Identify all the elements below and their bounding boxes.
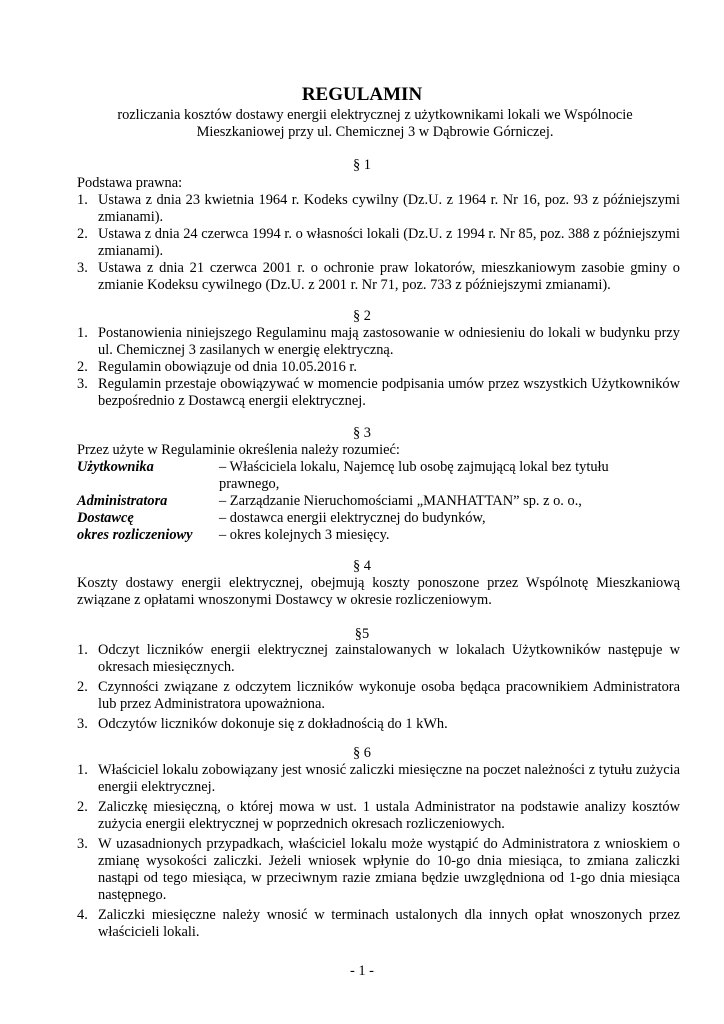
list-item-number: 3. xyxy=(77,716,88,732)
list-item-text: Ustawa z dnia 23 kwietnia 1964 r. Kodeks cywilny (Dz.U. z 1964 r. Nr 16, poz. 93 z późniejszymi zmianami). xyxy=(98,192,680,225)
section-6-heading: § 6 xyxy=(353,745,371,761)
subtitle-line-2: Mieszkaniowej przy ul. Chemicznej 3 w Dąbrowie Górniczej. xyxy=(196,124,554,140)
list-item-number: 1. xyxy=(77,325,88,341)
document-subtitle xyxy=(90,107,660,141)
list-item xyxy=(77,226,680,260)
list-item xyxy=(77,325,680,359)
list-item-text: Regulamin przestaje obowiązywać w momencie podpisania umów przez wszystkich Użytkowników bezpośrednio z Dostawcą energii elektrycznej. xyxy=(98,376,680,409)
list-item-number: 2. xyxy=(77,226,88,242)
list-item xyxy=(77,192,680,226)
list-item xyxy=(77,642,680,676)
list-item xyxy=(77,260,680,294)
definition-description: – dostawca energii elektrycznej do budynków, xyxy=(219,510,486,526)
section-5-heading: §5 xyxy=(354,626,370,642)
list-item-text: Odczytów liczników dokonuje się z dokładnością do 1 kWh. xyxy=(98,716,448,732)
definition-description: – Zarządzanie Nieruchomościami „MANHATTAN” sp. z o. o., xyxy=(219,493,582,509)
list-item xyxy=(77,376,680,410)
list-item-text: W uzasadnionych przypadkach, właściciel lokalu może wystąpić do Administratora z wnioskiem o zmianę wysokości zaliczki. Jeżeli wniosek wpłynie do 10-go dnia miesiąca, to zmiana zaliczki nastąpi od tego miesiąca, w przeciwnym razie zmiana będzie uwzględniona od 1-go dnia miesiąca następnego. xyxy=(98,836,680,903)
section-1-list xyxy=(77,192,680,294)
definitions-list xyxy=(77,459,680,544)
definition-term: Administratora xyxy=(77,493,168,509)
list-item xyxy=(77,359,680,376)
definition-term: okres rozliczeniowy xyxy=(77,527,193,543)
list-item-text: Właściciel lokalu zobowiązany jest wnosić zaliczki miesięczne na poczet należności z tytułu zużycia energii elektrycznej. xyxy=(98,762,680,795)
definition-description: – Właściciela lokalu, Najemcę lub osobę zajmującą lokal bez tytułu prawnego, xyxy=(219,459,609,492)
list-item-number: 1. xyxy=(77,192,88,208)
list-item-text: Zaliczkę miesięczną, o której mowa w ust. 1 ustala Administrator na podstawie analizy kosztów zużycia energii elektrycznej w poprzednich okresach rozliczeniowych. xyxy=(98,799,680,832)
page-number: - 1 - xyxy=(350,963,374,979)
list-item-number: 1. xyxy=(77,762,88,778)
section-4-heading: § 4 xyxy=(353,558,371,574)
section-2-list xyxy=(77,325,680,410)
list-item xyxy=(77,836,680,904)
list-item-number: 3. xyxy=(77,260,88,276)
list-item-number: 3. xyxy=(77,836,88,852)
definition-term: Dostawcę xyxy=(77,510,134,526)
list-item-text: Regulamin obowiązuje od dnia 10.05.2016 r. xyxy=(98,359,357,375)
section-5-list xyxy=(77,642,680,736)
definition-row xyxy=(77,459,680,493)
section-6-list xyxy=(77,762,680,944)
section-1-intro: Podstawa prawna: xyxy=(77,175,183,191)
definition-term: Użytkownika xyxy=(77,459,154,475)
list-item-text: Postanowienia niniejszego Regulaminu mają zastosowanie w odniesieniu do lokali w budynku przy ul. Chemicznej 3 zasilanych w energię elektryczną. xyxy=(98,325,680,358)
list-item xyxy=(77,679,680,713)
section-3-heading: § 3 xyxy=(353,425,371,441)
list-item-text: Ustawa z dnia 21 czerwca 2001 r. o ochronie praw lokatorów, mieszkaniowym zasobie gminy o zmianie Kodeksu cywilnego (Dz.U. z 2001 r. Nr 71, poz. 733 z późniejszymi zmianami). xyxy=(98,260,680,293)
list-item-text: Odczyt liczników energii elektrycznej zainstalowanych w lokalach Użytkowników następuje w okresach miesięcznych. xyxy=(98,642,680,675)
subtitle-line-1: rozliczania kosztów dostawy energii elektrycznej z użytkownikami lokali we Wspólnocie xyxy=(117,107,633,123)
list-item xyxy=(77,907,680,941)
section-4-text: Koszty dostawy energii elektrycznej, obejmują koszty ponoszone przez Wspólnotę Mieszkaniową związane z opłatami wnoszonymi Dostawcy w okresie rozliczeniowym. xyxy=(77,575,680,608)
list-item-text: Ustawa z dnia 24 czerwca 1994 r. o własności lokali (Dz.U. z 1994 r. Nr 85, poz. 388 z późniejszymi zmianami). xyxy=(98,226,680,259)
definition-row xyxy=(77,527,680,544)
section-3-intro: Przez użyte w Regulaminie określenia należy rozumieć: xyxy=(77,442,400,458)
list-item-number: 4. xyxy=(77,907,88,923)
definition-description: – okres kolejnych 3 miesięcy. xyxy=(219,527,390,543)
list-item xyxy=(77,716,680,733)
list-item-number: 3. xyxy=(77,376,88,392)
definition-row xyxy=(77,493,680,510)
list-item-text: Czynności związane z odczytem liczników wykonuje osoba będąca pracownikiem Administratora lub przez Administratora upoważniona. xyxy=(98,679,680,712)
list-item-number: 2. xyxy=(77,679,88,695)
section-2-heading: § 2 xyxy=(353,308,371,324)
section-1-heading: § 1 xyxy=(353,157,371,173)
list-item-number: 2. xyxy=(77,359,88,375)
list-item-text: Zaliczki miesięczne należy wnosić w terminach ustalonych dla innych opłat wnoszonych przez właścicieli lokali. xyxy=(98,907,680,940)
document-title: REGULAMIN xyxy=(301,84,423,105)
definition-row xyxy=(77,510,680,527)
list-item xyxy=(77,762,680,796)
list-item-number: 1. xyxy=(77,642,88,658)
list-item xyxy=(77,799,680,833)
list-item-number: 2. xyxy=(77,799,88,815)
